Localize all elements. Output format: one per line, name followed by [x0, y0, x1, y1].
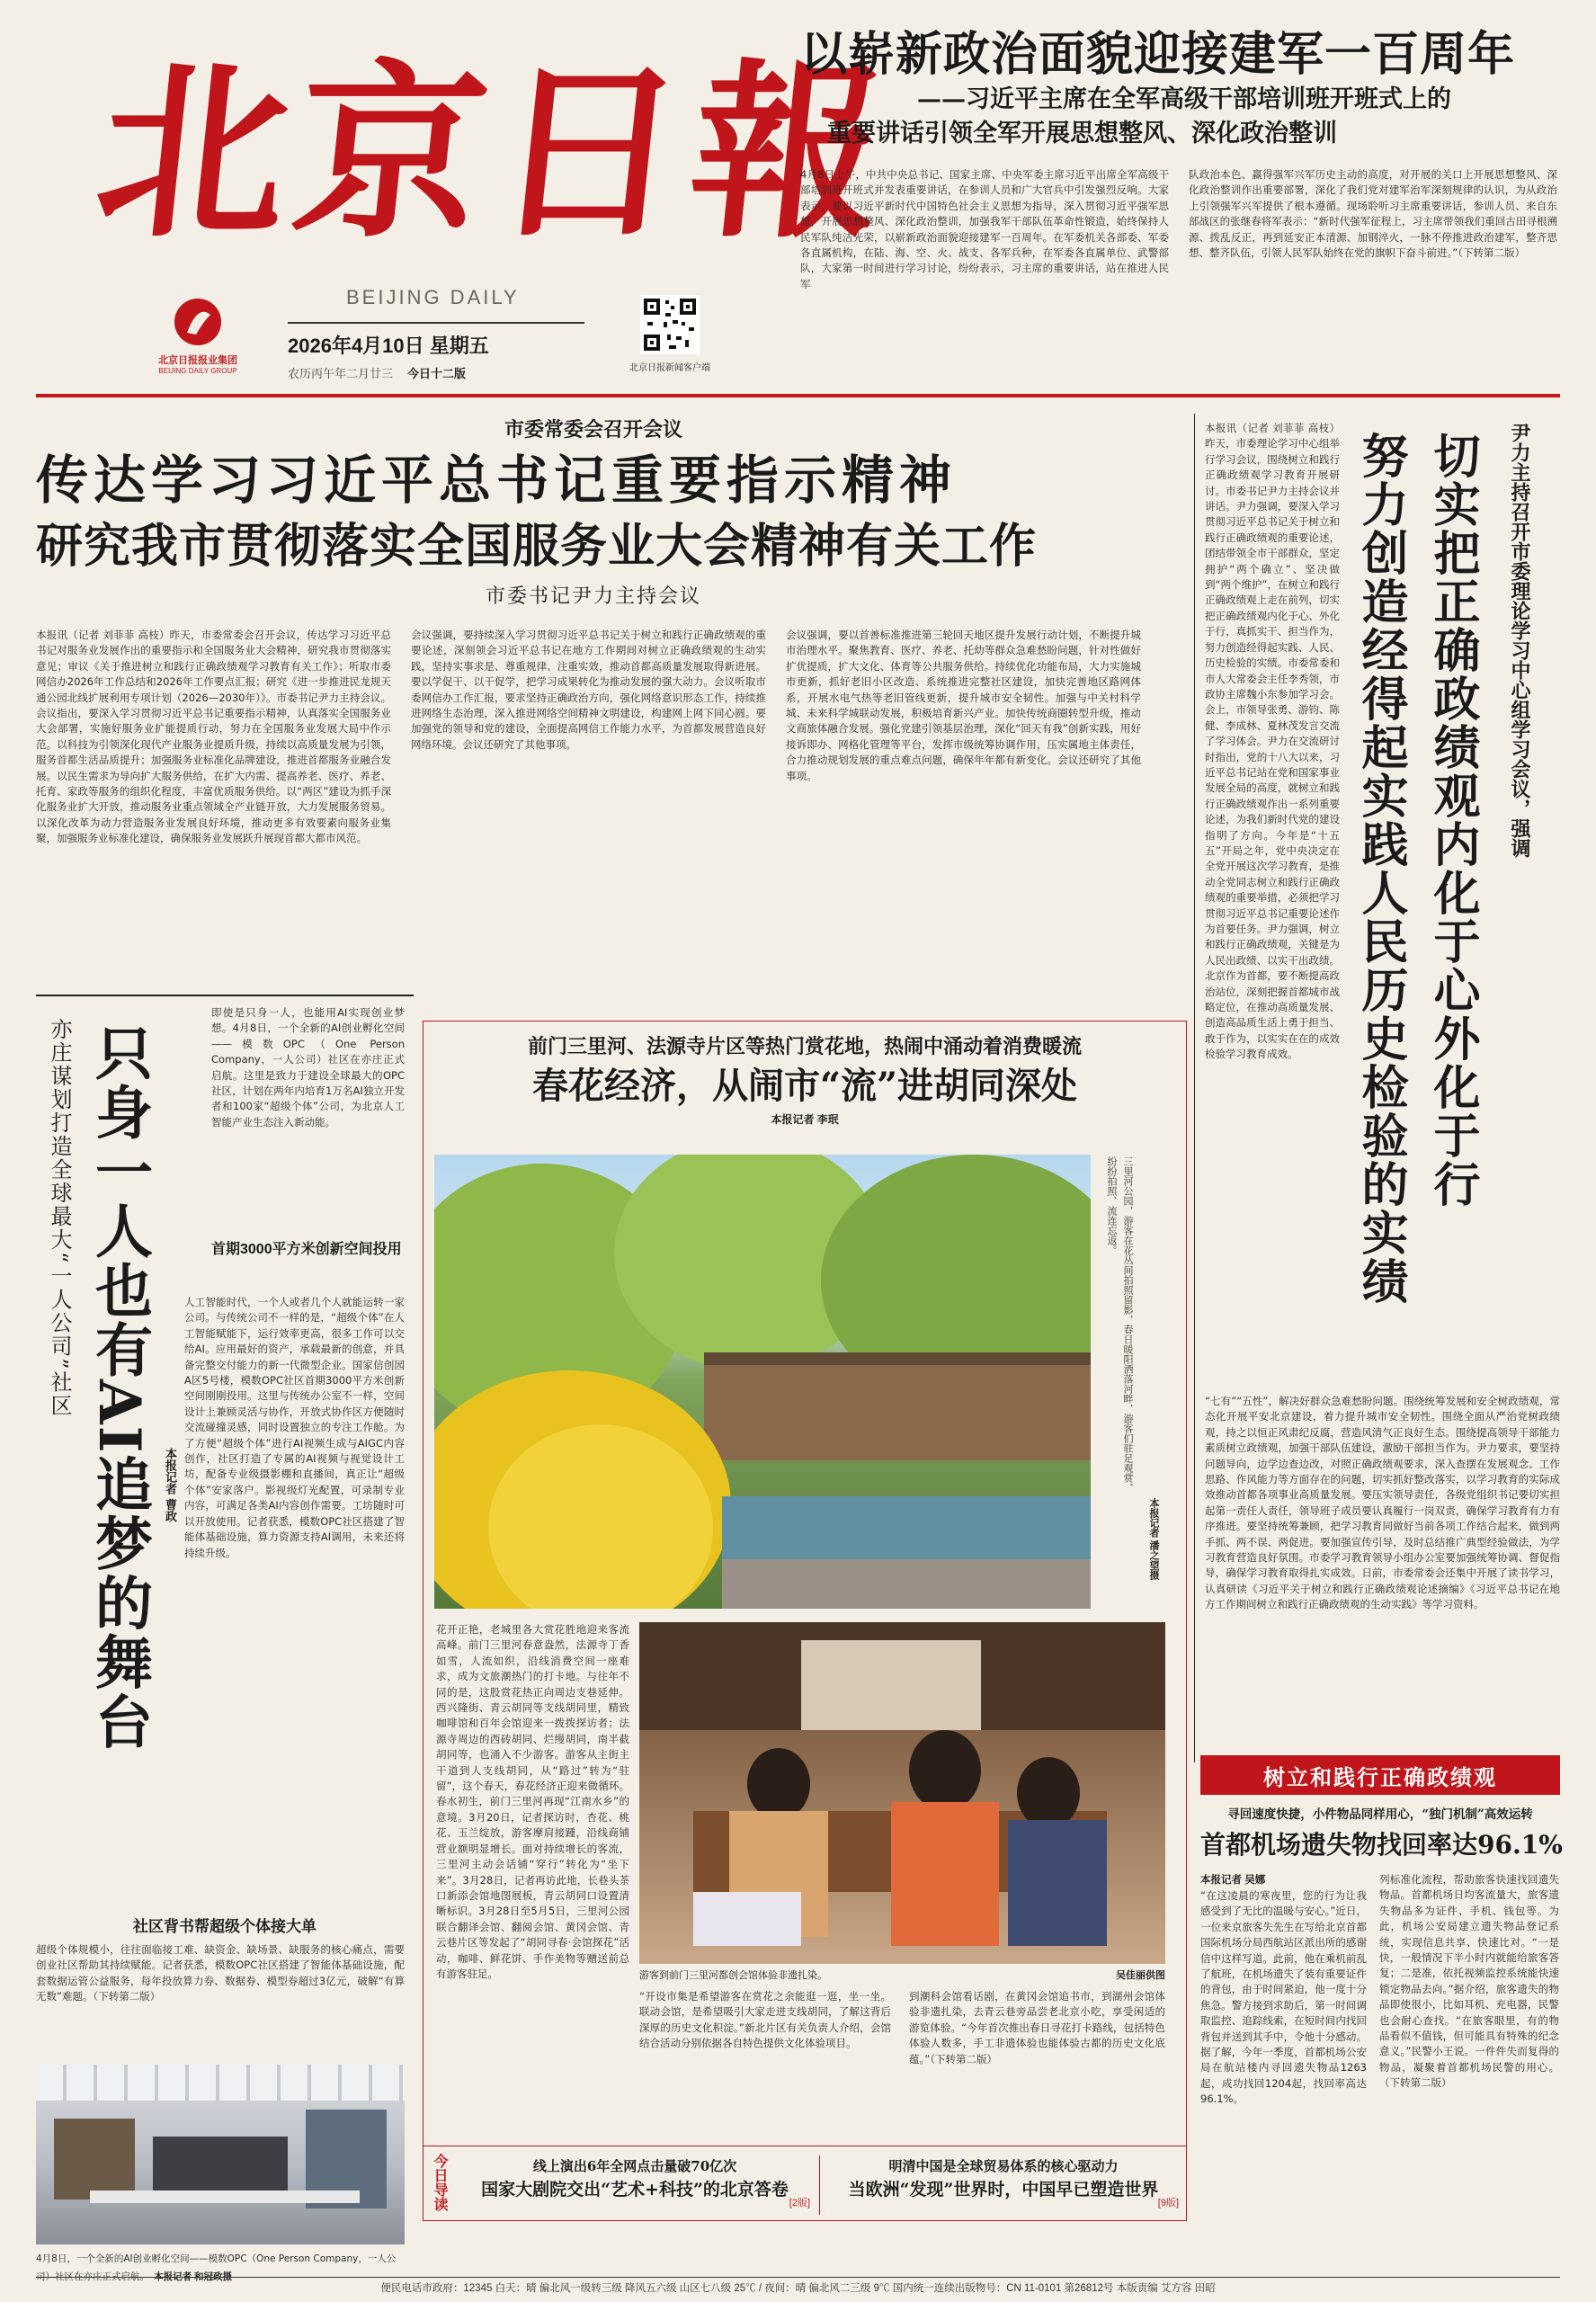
teaser-divider [819, 2155, 820, 2215]
left-subhead-2: 社区背书帮超级个体接大单 [133, 1918, 317, 1935]
left-byline: 本报记者 曹政 [163, 1448, 176, 1522]
lead-story [800, 27, 1574, 387]
footer-bar [36, 2277, 1560, 2297]
spring-photo-2-caption-row [639, 1967, 1165, 1982]
lead-subtitle-2: 重要讲话引领全军开展思想整风、深化政治整训 [827, 120, 1337, 147]
spring-photo-1-credit: 本报记者 潘之望摄 [1148, 1498, 1159, 1581]
masthead-char: 報 [681, 41, 894, 263]
column-divider [1194, 414, 1195, 1762]
airport-banner [1200, 1755, 1560, 1795]
group-name: 北京日报报业集团 [158, 355, 237, 366]
group-logo [144, 295, 252, 385]
lead-text-col: 4月8日上午，中共中央总书记、国家主席、中央军委主席习近平出席全军高级干部培训班开班式并发表重要讲话，在参训人员和广大官兵中引发强烈反响。大家表示，要以习近平新时代中国特色社会主义思想为指导，深入贯彻习近平强军思想，开展思想整风、深化政治整训，加强我军干部队伍革命性锻造，始终保持人民军队纯洁光荣，以崭新政治面貌迎接建军一百周年。在军委机关各部委、军委各直属机构，在陆、海、空、火、战支、各军兵种，在军委各直属单位、武警部队，大家第一时间进行学习讨论，纷纷表示，习主席的重要讲话，站在推进人民军 [800, 168, 1169, 290]
date-bar [288, 322, 584, 385]
spring-byline: 本报记者 李珉 [771, 1113, 839, 1126]
qr-caption: 北京日报新闻客户端 [629, 363, 710, 373]
masthead-char: 京 [285, 41, 498, 263]
left-text-top: 即使是只身一人，也能用AI实现创业梦想。4月8日，一个全新的AI创业孵化空间——模数OPC（One Person Company，一人公司）社区在亦庄正式启航。这里是致力于建设全球最大的OPC社区，计划在两年内培育1万名AI独立开发者和100家“超级个体”公司，为北京人工智能产业生态注入新动能。 [211, 1006, 405, 1129]
caption-text: 4月8日，一个全新的AI创业孵化空间——模数OPC（One Person Company，一人公司）社区在亦庄正式启航。 [36, 2253, 397, 2282]
spring-photo-2-credit: 吴佳丽供图 [1116, 1970, 1165, 1981]
teaser-title[interactable]: 国家大剧院交出“艺术+科技”的北京答卷 [481, 2180, 789, 2199]
office-photo [36, 2065, 405, 2244]
spring-text: 花开正艳，老城里各大赏花胜地迎来客流高峰。前门三里河春意盎然，法源寺丁香如雪，人流如织，沿线消费空间一座难求，成为文旅潮热门的打卡地。与往年不同的是，这股赏花热正向周边支巷延伸。西兴隆街、青云胡同等支线胡同里，精致咖啡馆和百年会馆迎来一拨拨探访者；法源寺周边的西砖胡同、烂缦胡同，南半截胡同等，也涌入不少游客。游客从主街主干道到人支线胡同，从“路过”转为“驻留”，这个春天，春花经济正迎来微循环。春水初生，前门三里河再现“江南水乡”的意境。3月20日，记者探访时，杏花、桃花、玉兰绽放，游客摩肩接踵，沿线商铺营业额明显增长。面对持续增长的客流，三里河主动会话铺“穿行”转化为“坐下来”。3月28日，记者再访此地，长巷头茶口新添会馆地图展板，青云胡同口设置清晰标识。3月28日至5月5日，三里河公园联合翻译会馆、翻阅会馆、黄冈会馆、青云巷片区等发起了“胡同寻春·会馆探花”活动，咖啡、鲜花饼、手作美物等赠送前总有游客驻足。 [436, 1623, 629, 1980]
main-text-col: 会议强调，要以首善标准推进第三轮回天地区提升发展行动计划，不断提升城市治理水平。聚焦教育、医疗、养老、托幼等群众急难愁盼问题，针对性做好扩优提质，扩大文化、体育等公共服务供给。持续优化功能布局，大力实施城市更新，抓好老旧小区改造、系统推进完整社区建设，加快完善地区路网体系，开展水电气热等老旧管线更新，提升城市安全韧性。加强与中关村科学城、未来科学城联动发展，积极培育新兴产业。加快传统商圈转型升级，推动文商旅体融合发展。强化党建引领基层治理，深化“回天有我”创新实践，用好接诉即办、网格化管理等平台，发挥市级统筹协调作用，压实属地主体责任，合力推动规划发展的重点难点问题，确保年年都有新变化。会议还研究了其他事项。 [786, 629, 1141, 782]
lunar-date: 农历丙午年二月廿三 [288, 368, 394, 381]
teaser-kicker: 明清中国是全球贸易体系的核心驱动力 [888, 2158, 1119, 2174]
masthead-english: BEIJING DAILY [346, 286, 520, 308]
right-text-wide: “七有”“五性”，解决好群众急难愁盼问题。围绕统筹发展和安全树政绩观，常态化开展平安北京建设，着力提升城市安全韧性。围绕全面从严治党树政绩观，持之以恒正风肃纪反腐，营造风清气正良好生态。围绕提高领导干部能力素质树立政绩观，加强干部队伍建设，激励干部担当作为。尹力要求，要坚持问题导向，边学边查边改，对照正确政绩观要求，深入查摆在发展观念、工作思路、作风能力等方面存在的问题，切实抓好整改落实，以学习教育的实际成效推动首都各项事业高质量发展。要压实领导责任，各级党组织书记要切实担起第一责任人责任，领导班子成员要认真履行一岗双责，确保学习教育有力有序推进。要坚持统筹兼顾，把学习教育同做好当前各项工作结合起来，做到两手抓、两不误、两促进。要加强宣传引导，及时总结推广典型经验做法，为学习教育营造良好氛围。市委学习教育领导小组办公室要加强统筹协调、督促指导，确保学习教育取得扎实成效。日前，市委常委会还集中开展了读书学习，认真研读《习近平关于树立和践行正确政绩观论述摘编》《习近平总书记在地方工作期间树立和践行正确政绩观的生动实践》等学习资料。 [1205, 1395, 1560, 1611]
spring-photo-2 [639, 1622, 1165, 1964]
main-kicker: 市委常委会召开会议 [504, 418, 682, 442]
left-text-bottom: 超级个体规模小，往往面临接工难、缺资金、缺场景、缺服务的核心痛点，需要创业社区帮助其持续赋能。记者获悉，模数OPC社区搭建了智能体基础设施，配套数据运管公益服务，每年投放算力券、数据券、模型券超过3亿元，破解“有算无数”难题。（下转第二版） [36, 1943, 405, 2003]
qr-block[interactable] [611, 295, 728, 385]
airport-text-col: 列标准化流程，帮助旅客快速找回遗失物品。首都机场日均客流量大，旅客遗失物品多为证件、手机、钱包等。为此，机场公安局建立遗失物品登记系统，实现信息共享、快速比对。“一是快，一般情况下半小时内就能给旅客答复；二是准，依托视频监控系统能快速锁定物品去向。”据介绍，旅客遗失的物品即使很小，比如耳机、充电器，民警也会耐心查找。“在旅客眼里，有的物品看似不值钱，但可能具有特殊的纪念意义。”民警小王说。一件件失而复得的物品，凝聚着首都机场民警的用心。（下转第二版） [1379, 1873, 1559, 2090]
left-kicker: 亦庄谋划打造全球最大“一人公司”社区 [47, 1018, 72, 1418]
masthead-char: 日 [483, 41, 696, 263]
airport-byline: 本报记者 吴娜 [1200, 1875, 1266, 1886]
right-kicker: 尹力主持召开市委理论学习中心组学习会议，强调 [1508, 423, 1531, 858]
spring-headline: 春花经济，从闹市“流”进胡同深处 [531, 1065, 1077, 1107]
main-text-col: 本报讯（记者 刘菲菲 高枝）昨天，市委常委会召开会议，传达学习习近平总书记对服务业发展作出的重要指示和全国服务业大会精神，研究我市贯彻落实意见；审议《关于推进树立和践行正确政绩观学习教育有关工作》；听取市委网信办2026年工作总结和2026年工作要点汇报；研究《进一步推进民龙规天通公园北线扩展利用专项计划（2026—2030年）》。市委书记尹力主持会议。会议指出，要深入学习贯彻习近平总书记重要指示精神，认真落实全国服务业大会部署，实施好服务业扩能提质行动，努力在全国服务业发展大局中作示范。以科技为引领深化现代产业服务业提质升级，持续以高质量发展为引领，服务首都生活品质提升；加强服务业标准化品牌建设，推进首都服务业融合发展。以民生需求为导向扩大服务供给，在扩大内需、提高养老、医疗、养老、托育、家政等服务的组织化程度，丰富优质服务供给。以“两区”建设为抓手深化服务业扩大开放，推动服务业重点领域全产业链开放，大力发展服务贸易。以深化改革为动力营造服务业发展良好环境，推动更多有效要素向服务业集聚，加强服务业标准化建设，确保服务业发展跃升展现首都大都市风范。 [36, 629, 391, 845]
main-headline-1: 传达学习习近平总书记重要指示精神 [36, 450, 958, 511]
teaser-item[interactable] [828, 2155, 1179, 2208]
masthead-title [87, 41, 894, 263]
footer-text: 便民电话市政府：12345 白天：晴 偏北风一级转三级 降风五六级 山区七八级 25℃ / 夜间：晴 偏北风二三级 9℃ 国内统一连续出版物号：CN 11-0101 第26812号 本版责编 艾方容 田昭 [380, 2283, 1216, 2294]
main-byline: 市委书记尹力主持会议 [485, 585, 701, 608]
left-subhead-1: 首期3000平方米创新空间投用 [211, 1242, 402, 1257]
right-headline-2: 努力创造经得起实践人民历史检验的实绩 [1353, 432, 1408, 1306]
section-divider [36, 995, 414, 996]
caption-credit: 本报记者 和冠政摄 [154, 2271, 233, 2282]
left-headline: 只身一人也有AI追梦的舞台 [85, 1023, 153, 1752]
main-headline-2: 研究我市贯彻落实全国服务业大会精神有关工作 [36, 519, 1038, 574]
spring-story-box [423, 1021, 1187, 2221]
spring-photo-1 [434, 1155, 1091, 1609]
teaser-kicker: 线上演出6年全网点击量破70亿次 [532, 2158, 737, 2174]
lead-text-col: 队政治本色、赢得强军兴军历史主动的高度，对开展的关口上开展思想整风、深化政治整训作出重要部署，深化了我们党对建军治军深刻规律的认识，为从政治上引领强军兴军提供了根本遵循。现场聆听习主席重要讲话，参训人员、来自东部战区的张继春将军表示：“新时代强军征程上，习主席带领我们重回古田寻根溯源、拨乱反正，再到延安正本清源、加钢淬火，一脉不停推进政治建军，整齐思想、整齐队伍，引领人民军队始终在党的旗帜下奋斗前进。”（下转第二版） [1189, 168, 1557, 260]
right-text-narrow: 本报讯（记者 刘菲菲 高枝）昨天，市委理论学习中心组举行学习会议，围绕树立和践行正确政绩观学习教育开展研讨。市委书记尹力主持会议并讲话。尹力强调，要深入学习贯彻习近平总书记关于树立和践行正确政绩观的重要论述，团结带领全市干部群众，坚定拥护“两个确立”、坚决做到“两个维护”，在树立和践行正确政绩观上走在前列，切实把正确政绩观内化于心、外化于行，真抓实干、担当作为，努力创造经得起实践、人民、历史检验的实绩。市委常委和市人大常委会主任李秀领，市政协主席魏小东参加学习会。会上，市领导张勇、游钧、陈健、李成林、夏林茂发言交流了学习体会。尹力在交流研讨时指出，党的十八大以来，习近平总书记站在党和国家事业发展全局的高度，就树立和践行正确政绩观作出一系列重要论述，为我们新时代党的建设指明了方向。今年是“十五五”开局之年，党中央决定在全党开展这次学习教育，是推动全党同志树立和践行正确政绩观的重要举措，必须把学习贯彻习近平总书记重要论述作为首要任务。尹力强调，树立和践行正确政绩观，关键是为人民出政绩、以实干出政绩。北京作为首都，要不断提高政治站位，深刻把握首都城市战略定位，在推动高质量发展、创造高品质生活上勇于担当、敢于作为，以实实在在的成效检验学习教育成效。 [1205, 422, 1340, 1061]
spring-col-b: 到潮科会馆看话剧，在黄冈会馆追书市，到湖州会馆体验非遗扎染，去青云巷旁品尝老北京小吃，享受闲适的游览体验。“今年首次推出春日寻花打卡路线，包括特色体验人数多，手工非遗体验也能体验古都的历史文化底蕴。”（下转第二版） [909, 1990, 1165, 2066]
airport-text-col: “在这凌晨的寒夜里，您的行为让我感受到了无比的温暖与安心。”近日，一位来京旅客失先生在写给北京首都国际机场分局西航站区派出所的感谢信中这样写道。此前，他在乘机前乱了航班，在机场遗失了装有重要证件的背包，由于时间紧迫，他一度十分焦急。警方接到求助后，第一时间调取监控、追踪线索，在短时间内找回背包并送到其手中，令他十分感动。据了解，今年一季度，首都机场公安局在航站楼内寻回遗失物品1263起，成功找回1204起，找回率高达96.1%。 [1200, 1889, 1367, 2106]
masthead-divider [36, 394, 1560, 397]
teaser-title[interactable]: 当欧洲“发现”世界时，中国早已塑造世界 [848, 2180, 1159, 2199]
lead-subtitle-1: ——习近平主席在全军高级干部培训班开班式上的 [917, 85, 1451, 113]
group-en: BEIJING DAILY GROUP [158, 367, 237, 375]
teaser-page: [9版] [1157, 2198, 1179, 2208]
teaser-bar [424, 2146, 1186, 2221]
spring-photo-1-caption: 三里河公园，游客在花丛间拍照留影，春日暖阳洒落河畔，游客们驻足观赏、纷纷拍照、流连忘返。 [1106, 1156, 1134, 1493]
airport-kicker: 寻回速度快捷，小件物品同样用心，“独门机制”高效运转 [1227, 1807, 1533, 1822]
group-logo-icon [144, 295, 252, 349]
right-headline-1: 切实把正确政绩观内化于心外化于行 [1425, 432, 1480, 1209]
main-story [36, 414, 1187, 989]
spring-kicker: 前门三里河、法源寺片区等热门赏花地，热闹中涌动着消费暖流 [527, 1035, 1082, 1058]
page-count: 今日十二版 [407, 368, 467, 381]
issue-date: 2026年4月10日 星期五 [288, 335, 489, 357]
qr-code-icon[interactable] [640, 295, 700, 354]
spring-col-a: “开设市集是希望游客在赏花之余能逛一逛，坐一坐。联动会馆，是希望吸引大家走进支线胡同，了解这背后深厚的历史文化积淀。”新北片区有关负责人介绍，会馆结合活动分别依据各自特色提供文化体验项目。 [639, 1990, 891, 2050]
left-feature [36, 998, 414, 2221]
airport-banner-text: 树立和践行正确政绩观 [1263, 1763, 1497, 1790]
left-text-mid: 人工智能时代，一个人或者几个人就能运转一家公司。与传统公司不一样的是，“超级个体”在人工智能赋能下，运行效率更高，很多工作可以交给AI。应用最好的资产，承载最新的创意，并具备完整交付能力的新一代微型企业。国家信创园A区5号楼，模数OPC社区首期3000平方米创新空间刚刚投用。这里与传统办公室不一样，空间设计上兼顾灵活与协作，开放式协作区方便随时交流碰撞灵感，同时设置独立的专注工作舱。为了方便“超级个体”进行AI视频生成与AIGC内容创作，社区打造了专属的AI视频与视觉设计工坊，配备专业级摄影棚和直播间，真正让“超级个体”安家落户。影视级灯光配置，可录制专业内容，可满足各类AI内容创作需要。工坊随时可以开放使用。记者获悉，模数OPC社区搭建了智能体基础设施，算力资源支持AI调用，未来还将持续升级。 [184, 1296, 405, 1559]
masthead-char: 北 [87, 41, 300, 263]
main-text-col: 会议强调，要持续深入学习贯彻习近平总书记关于树立和践行正确政绩观的重要论述，深刻领会习近平总书记在地方工作期间对树立正确政绩观的生动实践，坚持实事求是、尊重规律、注重实效，推动首都高质量发展取得新进展。要以学促干、以干促学，把学习成果转化为推动发展的强大动力。会议听取市委网信办工作汇报，要求坚持正确政治方向，强化网络意识形态工作，持续推进网络生态治理，深入推进网络空间精神文明建设，构建网上网下同心圆。要加强党的领导和党的建设，全面提高网信工作能力水平，为首都发展营造良好网络环境。会议还研究了其他事项。 [411, 629, 766, 751]
teaser-label: 今日导读 [432, 2154, 449, 2211]
airport-story [1200, 1804, 1563, 2226]
spring-photo-2-caption: 游客到前门三里河都创会馆体验非遗扎染。 [639, 1969, 827, 1981]
teaser-item[interactable] [459, 2155, 810, 2208]
airport-headline: 首都机场遗失物找回率达96.1% [1200, 1830, 1563, 1860]
teaser-page: [2版] [789, 2198, 810, 2208]
lead-headline: 以崭新政治面貌迎接建军一百周年 [800, 27, 1516, 82]
